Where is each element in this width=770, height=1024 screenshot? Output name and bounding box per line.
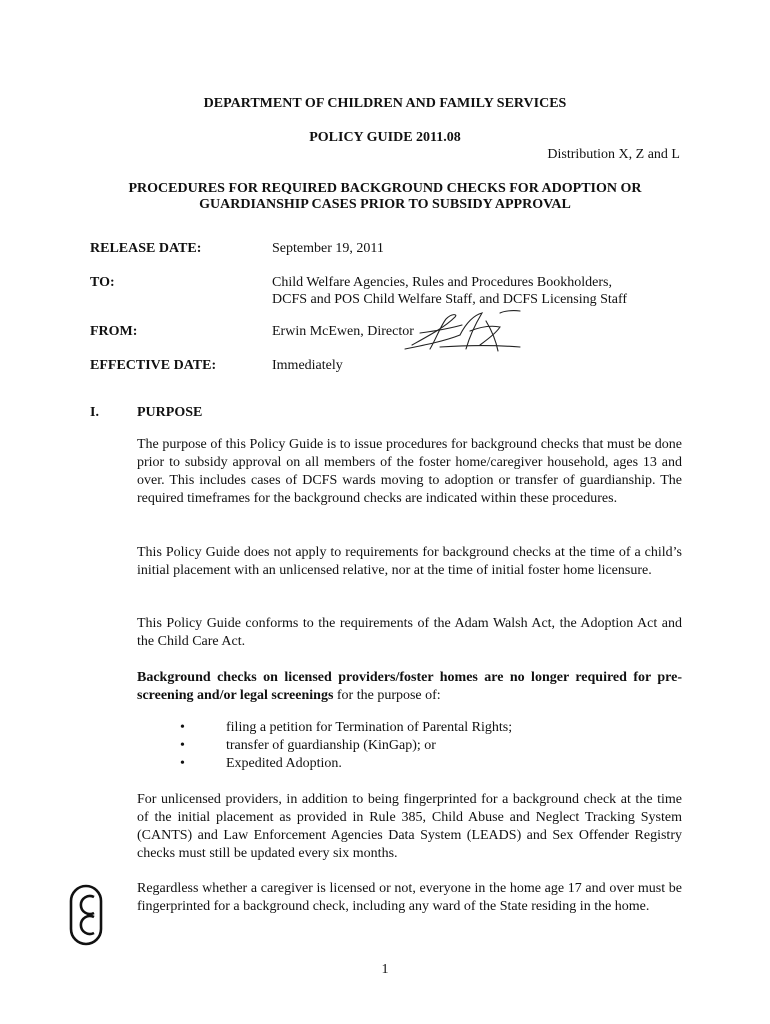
distribution-line: Distribution X, Z and L	[547, 147, 680, 162]
purpose-paragraph-6: Regardless whether a caregiver is licensed or not, everyone in the home age 17 and over must be fingerprinted for a background check, including any ward of the State residing in the home.	[137, 881, 682, 914]
policy-guide-number: POLICY GUIDE 2011.08	[309, 130, 461, 145]
section-heading: PURPOSE	[137, 405, 203, 420]
effective-date-label: EFFECTIVE DATE:	[90, 358, 217, 373]
purpose-paragraph-3: This Policy Guide conforms to the requirements of the Adam Walsh Act, the Adoption Act and the Child Care Act.	[137, 616, 682, 649]
from-value: Erwin McEwen, Director	[272, 324, 414, 339]
document-title-line1: PROCEDURES FOR REQUIRED BACKGROUND CHECKS FOR ADOPTION OR	[128, 181, 642, 196]
release-date-label: RELEASE DATE:	[90, 241, 202, 256]
bullet-item: Expedited Adoption.	[226, 756, 342, 771]
bullet-symbol: •	[180, 720, 185, 735]
purpose-paragraph-2: This Policy Guide does not apply to requirements for background checks at the time of a child’s initial placement with an unlicensed relative, nor at the time of initial foster home licensure.	[137, 545, 682, 578]
bullet-item: transfer of guardianship (KinGap); or	[226, 738, 436, 753]
purpose-paragraph-1: The purpose of this Policy Guide is to issue procedures for background checks that must be done prior to subsidy approval on all members of the foster home/caregiver household, ages 13 and over. This includes cases of DCFS wards moving to adoption or transfer of guardianship. The required timeframes for the background checks are indicated within these procedures.	[137, 437, 682, 506]
bullet-symbol: •	[180, 756, 185, 771]
to-value-line1: Child Welfare Agencies, Rules and Procedures Bookholders,	[272, 275, 612, 290]
director-signature	[400, 305, 525, 360]
to-value-line2: DCFS and POS Child Welfare Staff, and DCFS Licensing Staff	[272, 292, 628, 307]
release-date-value: September 19, 2011	[272, 241, 384, 256]
bullet-symbol: •	[180, 738, 185, 753]
bullet-item: filing a petition for Termination of Parental Rights;	[226, 720, 513, 735]
purpose-paragraph-4	[137, 669, 682, 705]
page-number: 1	[381, 962, 389, 977]
purpose-paragraph-5: For unlicensed providers, in addition to being fingerprinted for a background check at the time of the initial placement as provided in Rule 385, Child Abuse and Neglect Tracking System (CANTS) and Law Enforcement Agencies Data System (LEADS) and Sex Offender Registry checks must still be updated every six months.	[137, 792, 682, 861]
document-title-line2: GUARDIANSHIP CASES PRIOR TO SUBSIDY APPROVAL	[199, 197, 571, 212]
paragraph-4-text: for the purpose of:	[333, 688, 441, 703]
department-title: DEPARTMENT OF CHILDREN AND FAMILY SERVICES	[203, 96, 567, 111]
paragraph-4-bold-text: Background checks on licensed providers/foster homes are no longer required for pre-screening and/or legal screenings	[137, 670, 682, 703]
effective-date-value: Immediately	[272, 358, 343, 373]
section-number: I.	[90, 405, 99, 420]
from-label: FROM:	[90, 324, 138, 339]
to-label: TO:	[90, 275, 115, 290]
dcfs-margin-logo	[68, 883, 104, 947]
